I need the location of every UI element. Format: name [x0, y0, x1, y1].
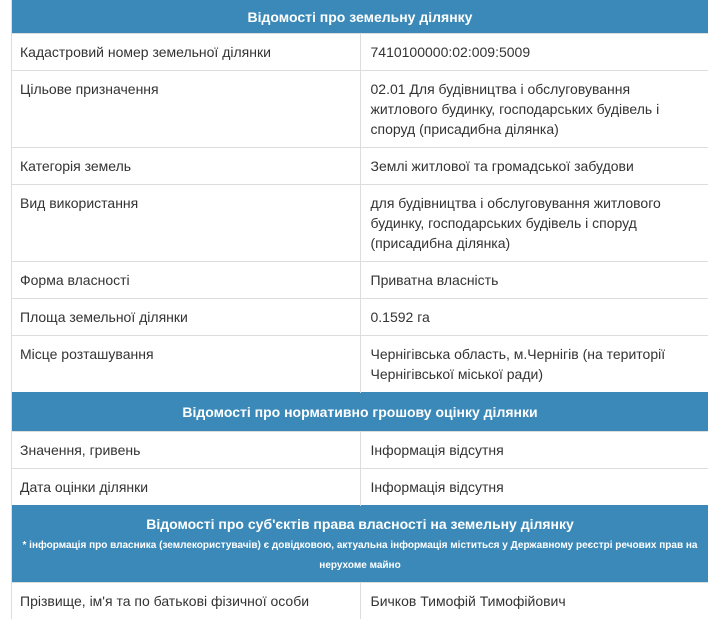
section-title-owners: Відомості про суб'єктів права власності на земельну ділянку [20, 514, 700, 534]
row-value: 02.01 Для будівництва і обслуговування житлового будинку, господарських будівель і споруд (присадибна ділянка) [360, 71, 708, 148]
table-row [12, 148, 708, 185]
row-label: Площа земельної ділянки [12, 299, 360, 336]
row-label: Форма власності [12, 262, 360, 299]
row-value: Чернігівська область, м.Чернігів (на території Чернігівської міської ради) [360, 336, 708, 393]
table-row [12, 71, 708, 148]
row-value: 7410100000:02:009:5009 [360, 34, 708, 71]
table-row [12, 299, 708, 336]
table-row [12, 262, 708, 299]
row-value: Інформація відсутня [360, 469, 708, 506]
row-value: Приватна власність [360, 262, 708, 299]
row-label: Дата оцінки ділянки [12, 469, 360, 506]
row-value: Землі житлової та громадської забудови [360, 148, 708, 185]
row-value: 0.1592 га [360, 299, 708, 336]
row-value: Бичков Тимофій Тимофійович [360, 583, 708, 619]
row-label: Кадастровий номер земельної ділянки [12, 34, 360, 71]
row-label: Значення, гривень [12, 432, 360, 469]
section-header-owners [12, 506, 708, 583]
row-label: Категорія земель [12, 148, 360, 185]
row-label: Прізвище, ім'я та по батькові фізичної особи [12, 583, 360, 619]
section-header-valuation [12, 393, 708, 432]
table-row [12, 336, 708, 393]
row-label: Цільове призначення [12, 71, 360, 148]
table-row [12, 469, 708, 506]
row-value: для будівництва і обслуговування житлового будинку, господарських будівель і споруд (присадибна ділянка) [360, 185, 708, 262]
section-header-land [12, 1, 708, 34]
section-title-valuation: Відомості про нормативно грошову оцінку ділянки [12, 393, 708, 432]
owners-disclaimer-note: * інформація про власника (землекористувачів) є довідковою, актуальна інформація міститься у Державному реєстрі речових прав на нерухоме майно [20, 536, 700, 576]
section-title-land: Відомості про земельну ділянку [12, 1, 708, 34]
table-row [12, 432, 708, 469]
row-label: Місце розташування [12, 336, 360, 393]
table-row [12, 185, 708, 262]
row-value: Інформація відсутня [360, 432, 708, 469]
land-info-table [12, 0, 708, 619]
land-info-panel [11, 0, 708, 619]
row-label: Вид використання [12, 185, 360, 262]
table-row [12, 34, 708, 71]
section-header-owners-cell [12, 506, 708, 583]
table-row [12, 583, 708, 619]
